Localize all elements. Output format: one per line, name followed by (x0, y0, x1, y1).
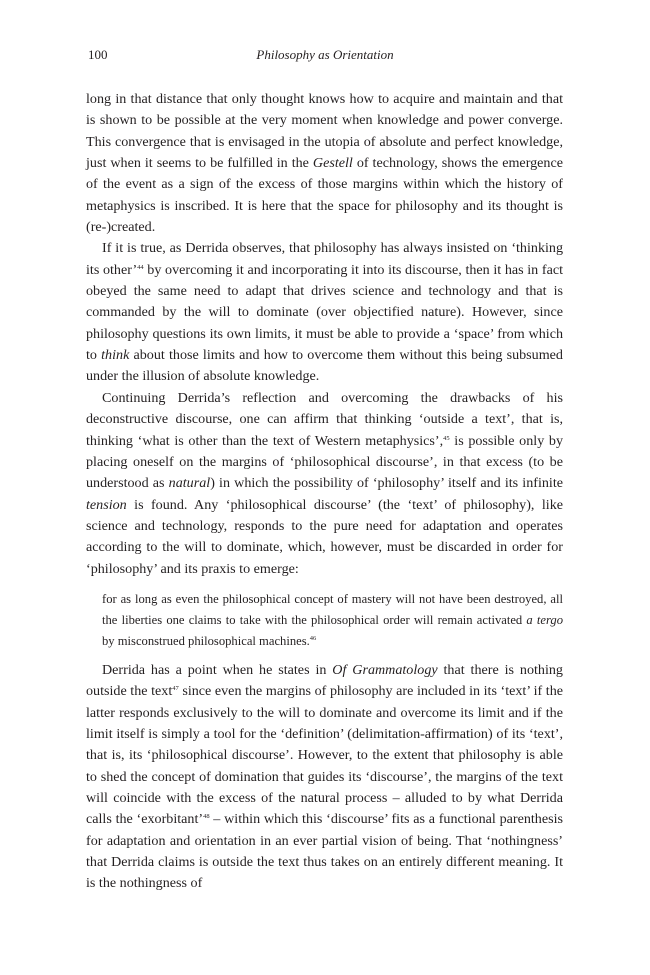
italic-text: Gestell (312, 155, 353, 172)
italic-text: think (101, 347, 130, 364)
text-run: ) in which the possibility of ‘philosophy’ itself and its infinite (210, 475, 563, 492)
paragraph (86, 238, 563, 387)
body-text (86, 89, 563, 895)
footnote-ref: 48 (203, 813, 210, 821)
footnote-ref: 46 (309, 634, 317, 642)
text-run: Derrida has a point when he states in (102, 661, 333, 678)
italic-text: tension (86, 496, 127, 513)
text-run: for as long as even the philosophical concept of mastery will not have been destroyed, all the liberties one claims to take with the philosophical order will remain activated (102, 591, 563, 627)
italic-text: Of Grammatology (332, 661, 438, 678)
text-run: of technology, shows the emergence of the event as a sign of the excess of those margins within which the history of metaphysics is inscribed. It is here that the space for philosophy and its thought is (re-)created. (86, 155, 563, 236)
block-quote (102, 589, 563, 652)
footnote-ref: 47 (172, 685, 179, 693)
page-header (88, 45, 562, 65)
italic-text: natural (168, 475, 211, 492)
text-run: that there is nothing outside the text (86, 661, 563, 700)
text-run: since even the margins of philosophy are included in its ‘text’ if the latter responds exclusively to the will to dominate and overcome its limit and if the limit itself is simply a tool for the ‘definition’ (delimitation-affirmation) of its ‘text’, that is, its ‘philosophical discourse’. However, to the extent that philosophy is able to shed the concept of domination that guides its ‘discourse’, the margins of the text will coincide with the excess of the natural process – alluded to by what Derrida calls the ‘exorbitant’ (86, 683, 563, 828)
paragraph (86, 388, 563, 580)
text-run: by overcoming it and incorporating it into its discourse, then it has in fact obeyed the same need to adapt that drives science and technology and that is commanded by the will to dominate (over objectified nature). However, since philosophy questions its own limits, it must be able to provide a ‘space’ from which to (86, 261, 563, 364)
text-run: long in that distance that only thought knows how to acquire and maintain and that is shown to be possible at the very moment when knowledge and power converge. This convergence that is envisaged in the utopia of absolute and perfect knowledge, just when it seems to be fulfilled in the (86, 91, 563, 172)
paragraph (86, 660, 563, 895)
text-run: Continuing Derrida’s reflection and overcoming the drawbacks of his deconstructive discourse, one can affirm that thinking ‘outside a text’, that is, thinking ‘what is other than the text of Western metaphysics’, (86, 389, 563, 449)
text-run: is found. Any ‘philosophical discourse’ (the ‘text’ of philosophy), like science and technology, responds to the pure need for adaptation and operates according to the will to dominate, which, however, must be discarded in order for ‘philosophy’ and its praxis to emerge: (86, 496, 563, 577)
text-run: by misconstrued philosophical machines. (102, 633, 310, 648)
italic-text: a tergo (526, 612, 564, 627)
page-number: 100 (88, 47, 108, 62)
text-run: If it is true, as Derrida observes, that philosophy has always insisted on ‘thinking its other’ (86, 240, 563, 278)
text-run: is possible only by placing oneself on the margins of ‘philosophical discourse’, in that excess (to be understood as (86, 432, 563, 492)
text-run: about those limits and how to overcome them without this being subsumed under the illusion of absolute knowledge. (86, 347, 563, 385)
footnote-ref: 45 (443, 434, 450, 442)
footnote-ref: 44 (137, 263, 144, 271)
text-run: – within which this ‘discourse’ fits as a functional parenthesis for adaptation and orientation in an ever partial vision of being. That ‘nothingness’ that Derrida claims is outside the text thus takes on an entirely different meaning. It is the nothingness of (86, 811, 563, 892)
running-title: Philosophy as Orientation (256, 47, 394, 62)
paragraph (86, 89, 563, 238)
